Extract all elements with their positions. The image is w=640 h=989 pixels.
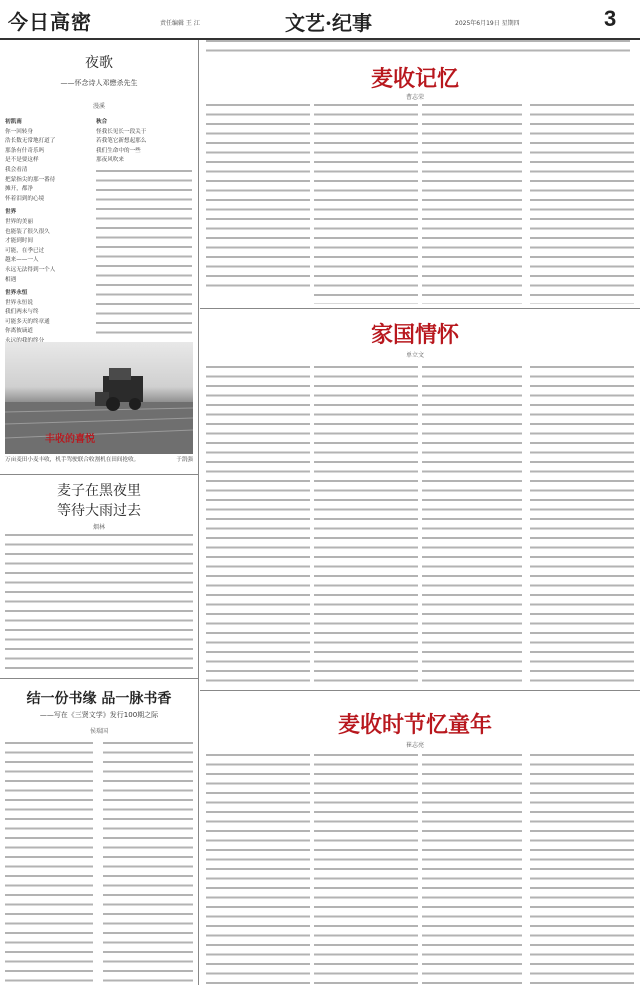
article2-body-col1	[206, 366, 310, 684]
harvest-photo	[5, 342, 193, 454]
editor-line: 责任编辑 王 江	[160, 20, 200, 27]
article2-body-col3	[422, 366, 522, 684]
poem-line: 摊开，都净	[5, 186, 33, 193]
poem1-subtitle: ——怀念诗人邓懋杀先生	[60, 79, 138, 87]
article2-body-col2	[314, 366, 418, 684]
photo-caption-text: 万亩麦田小麦丰收，机手驾驶联合收割机在田间抢收。	[5, 457, 140, 463]
poem1-author: 漫溪	[92, 103, 105, 110]
poem-line: 也能装了很久很久	[5, 228, 50, 235]
poem-line: 那条有什奇乐吗	[5, 147, 45, 154]
article2-title: 家国情怀	[370, 322, 459, 348]
poem-line: 我会看清	[5, 166, 28, 173]
photo-credit: 于凯强	[176, 457, 193, 463]
section-title: 文艺·纪事	[285, 11, 372, 35]
article2-author: 单立文	[405, 352, 424, 359]
article1-body-top	[206, 40, 630, 56]
poem-line: 才能到时间	[5, 238, 33, 245]
poem-line: 相遇	[5, 276, 17, 283]
poem-line: 你离彼谪道	[5, 328, 33, 335]
paper-name: 今日高密	[8, 10, 92, 34]
poem-line: 永远无法得到一个人	[5, 266, 56, 273]
article4-body-col2	[314, 754, 418, 984]
poem2-title-line2: 等待大雨过去	[57, 503, 141, 519]
poem-line: 可能，在季已过	[5, 247, 45, 254]
poem-line: 越来——一人	[5, 257, 39, 264]
poem2-author: 烟林	[92, 524, 105, 531]
article1-author: 曹志荣	[405, 94, 424, 101]
poem-line: 怀着泪到的心境	[5, 195, 45, 202]
column-divider	[198, 40, 199, 985]
article1-title: 麦收记忆	[370, 66, 459, 92]
poem1-title: 夜歌	[85, 55, 113, 71]
poem-line: 是不是要这样	[5, 157, 39, 164]
poem-line: 若我笔它新想起那么	[96, 138, 147, 145]
article3-title: 结一份书缘 品一脉书香	[26, 691, 172, 707]
poem-line: 世界永恒说	[5, 299, 33, 306]
page-number: 3	[604, 6, 617, 31]
article3-subtitle: ——写在《三贤文学》发行100期之际	[39, 711, 159, 719]
article4-body-col1	[206, 754, 310, 984]
article4-body-col3	[422, 754, 522, 984]
poem1-body-text	[96, 170, 192, 335]
poem-line: 那夜风吹来	[96, 157, 124, 164]
poem1-section: 世界永恒	[5, 290, 28, 297]
poem2-title-line1: 麦子在黑夜里	[57, 483, 141, 499]
section-rule	[200, 690, 640, 691]
photo-caption	[5, 456, 193, 465]
article4-title: 麦收时节忆童年	[337, 712, 492, 738]
poem1-col-b	[96, 118, 194, 166]
poem-line: 可能多天的终章通	[5, 318, 50, 325]
poem1-section: 世界	[5, 209, 17, 216]
article3-author: 侯瑞国	[89, 728, 108, 735]
article2-body-col4	[530, 366, 634, 684]
article4-body-col4	[530, 754, 634, 984]
section-rule	[200, 308, 640, 309]
poem-line: 浩长数无常地打道了	[5, 138, 56, 145]
article3-body-col2	[103, 742, 193, 982]
article1-body-col4	[530, 104, 634, 304]
poem-line: 我们两未与终	[5, 309, 39, 316]
poem-line: 你一回转身	[5, 128, 33, 135]
article4-author: 崔志亮	[405, 742, 424, 749]
article1-body-col2	[314, 104, 418, 304]
section-rule	[0, 678, 198, 679]
poem1-section: 初凯南	[5, 119, 22, 125]
poem-line: 世界的美丽	[5, 218, 33, 225]
poem1-col-a	[5, 118, 97, 356]
issue-date: 2025年6月19日 星期四	[455, 20, 520, 27]
article1-body-col3	[422, 104, 522, 304]
photo-label: 丰收的喜悦	[45, 434, 95, 445]
section-rule	[0, 474, 198, 475]
poem-line: 我们生命中的一些	[96, 147, 141, 154]
article1-body-col1	[206, 104, 310, 294]
poem-line: 把蒙指尖的那一番待	[5, 176, 56, 183]
poem2-body-text	[5, 534, 193, 669]
poem-line: 怪我长见长一段关于	[96, 128, 147, 135]
article3-body-col1	[5, 742, 93, 982]
harvester-illustration	[5, 342, 193, 454]
poem1-section: 秋合	[96, 119, 108, 125]
